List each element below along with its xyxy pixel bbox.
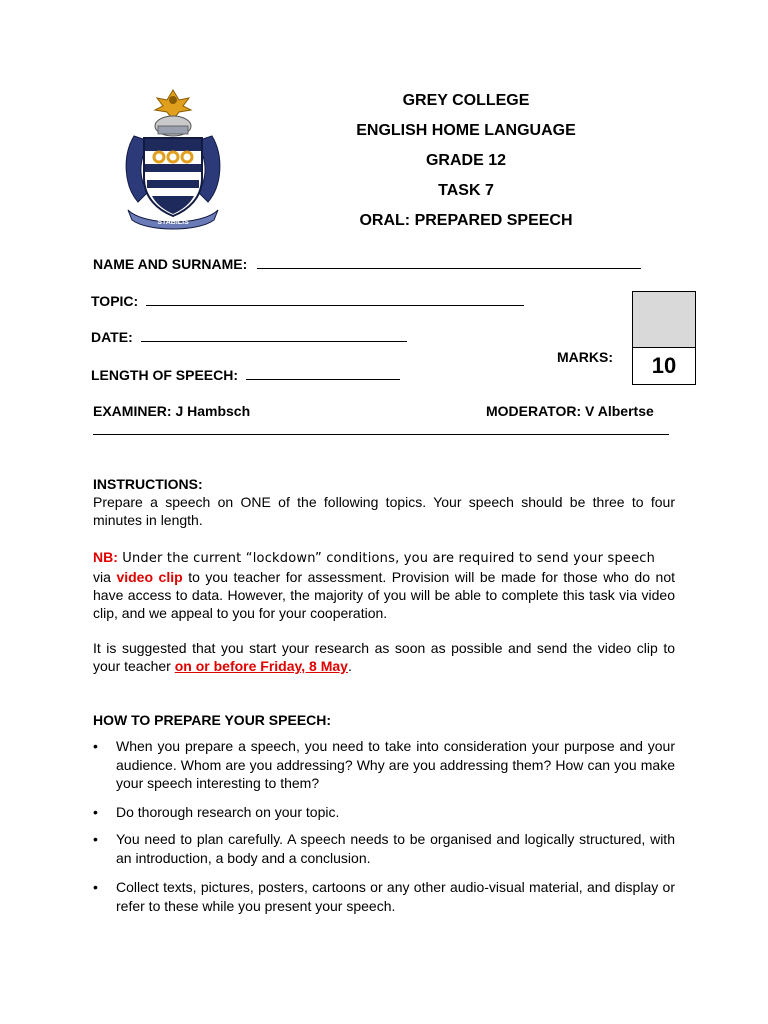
length-label: LENGTH OF SPEECH: [91, 367, 239, 383]
subject-title: ENGLISH HOME LANGUAGE [356, 122, 576, 139]
deadline-highlight: on or before Friday, 8 May [174, 658, 348, 674]
document-heading [300, 86, 632, 236]
section-divider [93, 434, 669, 435]
list-item-text: You need to plan carefully. A speech needs to be organised and logically structured, with an introduction, a body and a conclusion. [116, 831, 675, 866]
date-blank-line[interactable] [141, 329, 407, 342]
bullet-icon: • [93, 738, 98, 754]
bullet-icon: • [93, 879, 98, 895]
list-item [93, 803, 675, 822]
bullet-icon: • [93, 831, 98, 847]
examiner: EXAMINER: J Hambsch [93, 403, 251, 419]
marks-label: MARKS: [557, 349, 613, 365]
instructions-intro: Prepare a speech on ONE of the following topics. Your speech should be three to four minutes in length. [93, 494, 675, 528]
list-item [93, 737, 675, 793]
topic-label: TOPIC: [91, 293, 139, 309]
marks-total: 10 [632, 347, 696, 385]
list-item [93, 878, 675, 915]
deadline-paragraph [93, 639, 675, 675]
moderator: MODERATOR: V Albertse [486, 403, 654, 419]
nb-text-1: Under the current “lockdown” conditions, you are required to send your speech [117, 551, 656, 566]
bullet-icon: • [93, 804, 98, 820]
assessment-title: ORAL: PREPARED SPEECH [359, 212, 573, 229]
school-crest-logo [114, 86, 232, 230]
school-name: GREY COLLEGE [402, 92, 530, 109]
nb-paragraph [93, 548, 675, 622]
nb-highlight: video clip [116, 569, 183, 585]
name-field [93, 255, 641, 273]
prepare-title: HOW TO PREPARE YOUR SPEECH: [93, 712, 332, 728]
topic-blank-line[interactable] [146, 293, 524, 306]
name-label: NAME AND SURNAME: [93, 256, 248, 272]
name-blank-line[interactable] [257, 256, 641, 269]
deadline-text: It is suggested that you start your research as soon as possible and send the video clip to your teacher [93, 640, 675, 674]
date-field [91, 328, 407, 346]
list-item-text: Collect texts, pictures, posters, cartoons or any other audio-visual material, and display or refer to these while you present your speech. [116, 879, 675, 914]
list-item [93, 830, 675, 867]
grade-title: GRADE 12 [425, 152, 507, 169]
instructions-title: INSTRUCTIONS: [93, 476, 203, 492]
task-title: TASK 7 [438, 182, 494, 199]
crest-motto: STABILIS [157, 219, 189, 226]
topic-field [91, 292, 524, 310]
deadline-end: . [347, 658, 352, 674]
nb-text-3: to you teacher for assessment. Provision will be made for those who do not have access to data. However, the majority of you will be able to complete this task via video clip, and we appeal to you for your cooperation. [93, 569, 675, 621]
length-blank-line[interactable] [246, 367, 400, 380]
list-item-text: Do thorough research on your topic. [116, 804, 340, 820]
length-field [91, 366, 400, 384]
marks-score-box[interactable] [632, 291, 696, 348]
list-item-text: When you prepare a speech, you need to take into consideration your purpose and your audience. Whom are you addressing? Why are you addressing them? How can you make your speech interesting to them? [116, 738, 675, 791]
nb-text-2: via [93, 569, 117, 585]
date-label: DATE: [91, 329, 133, 345]
nb-label: NB: [93, 549, 118, 565]
